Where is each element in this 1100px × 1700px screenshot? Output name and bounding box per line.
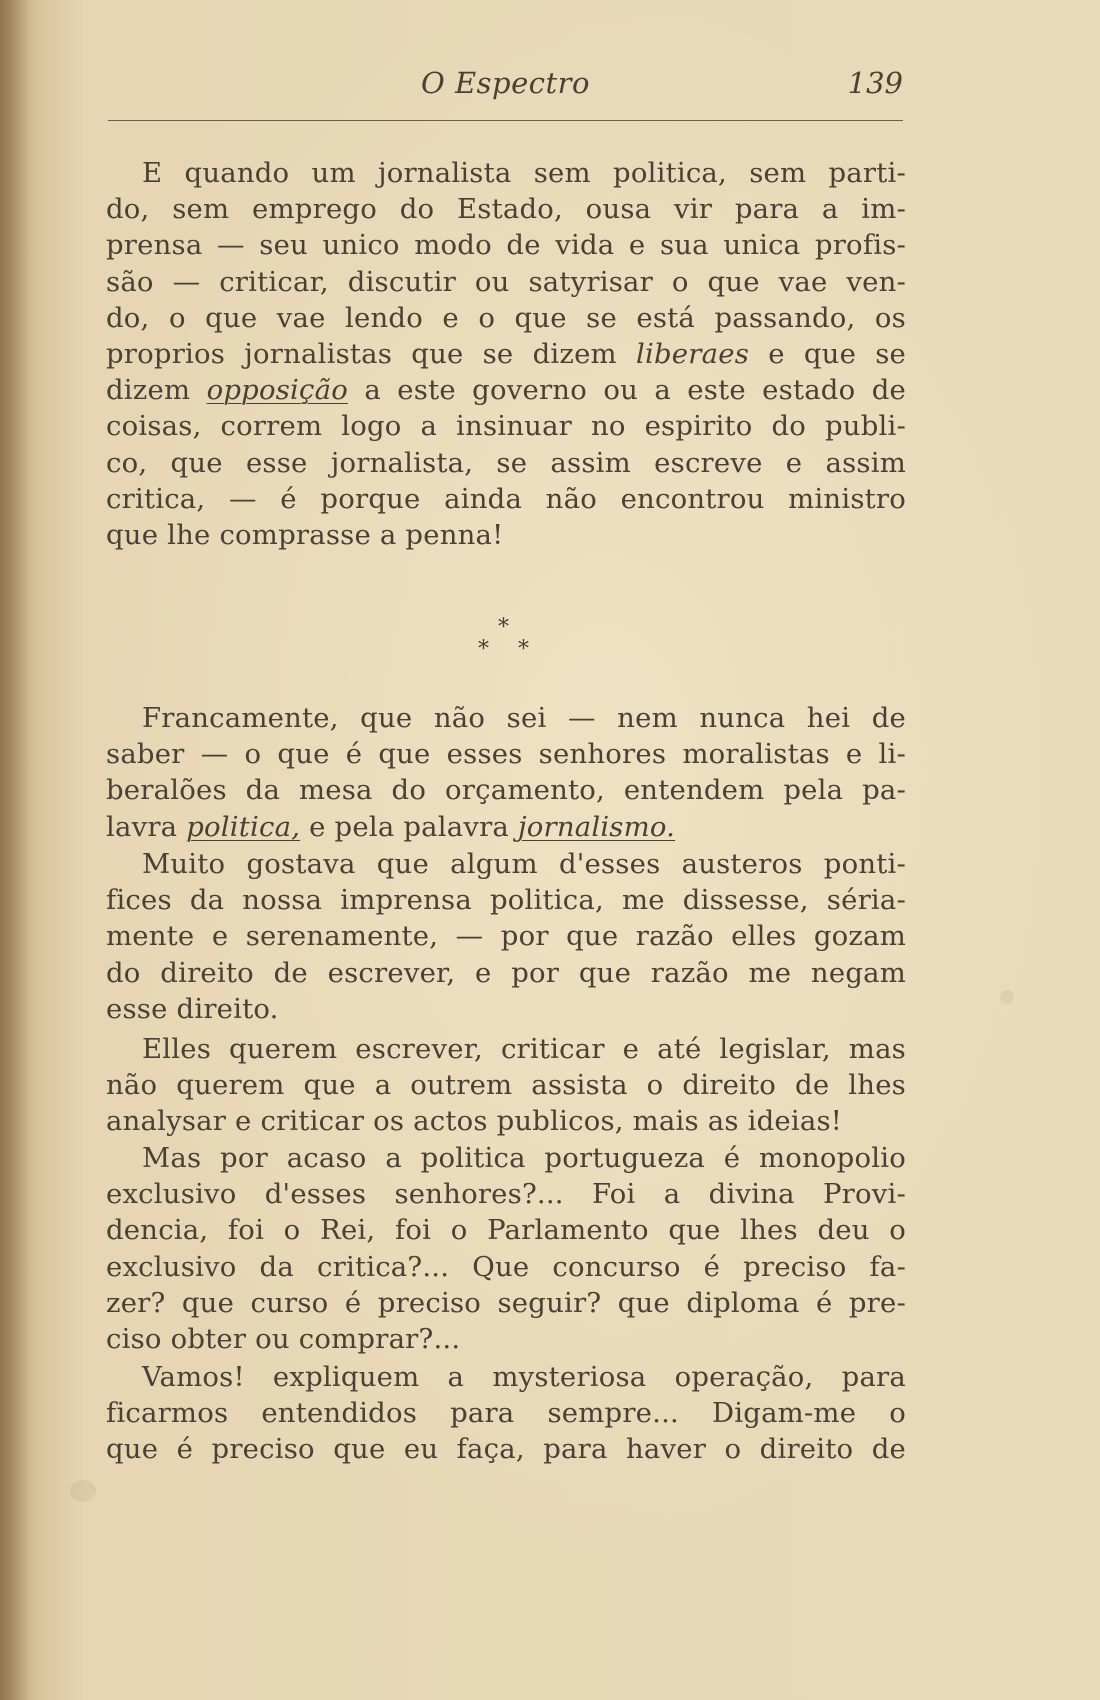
text-segment: e que se bbox=[768, 337, 906, 370]
page-header bbox=[108, 62, 903, 106]
text-line: que é preciso que eu faça, para haver o direito de bbox=[106, 1433, 906, 1466]
text-line: zer? que curso é preciso seguir? que diploma é pre- bbox=[106, 1286, 906, 1319]
text-segment: lavra bbox=[106, 810, 178, 843]
text-line: exclusivo da critica?... Que concurso é preciso fa- bbox=[106, 1250, 906, 1283]
paper-stain bbox=[70, 1480, 96, 1502]
asterisk-glyph: * bbox=[498, 615, 509, 640]
spine-shadow bbox=[0, 0, 30, 1700]
italic-word-opposicao: opposição bbox=[206, 374, 348, 407]
text-line: esse direito. bbox=[106, 992, 279, 1025]
text-line: coisas, correm logo a insinuar no espirito do publi- bbox=[106, 410, 906, 443]
text-line: saber — o que é que esses senhores moralistas e li- bbox=[106, 738, 906, 771]
text-line: E quando um jornalista sem politica, sem parti- bbox=[142, 157, 906, 189]
paragraph-3 bbox=[106, 846, 906, 1027]
text-line: analysar e criticar os actos publicos, mais as ideias! bbox=[106, 1105, 843, 1138]
text-line: Muito gostava que algum d'esses austeros ponti- bbox=[142, 848, 906, 880]
text-line bbox=[106, 336, 906, 372]
text-segment: a este governo ou a este estado de bbox=[364, 374, 906, 407]
text-segment: e pela palavra bbox=[309, 810, 510, 843]
text-line: Mas por acaso a politica portugueza é monopolio bbox=[142, 1142, 906, 1174]
page-number: 139 bbox=[847, 66, 903, 100]
text-line: co, que esse jornalista, se assim escreve e assim bbox=[106, 446, 906, 479]
text-line: do, o que vae lendo e o que se está passando, os bbox=[106, 301, 906, 334]
text-line: ficarmos entendidos para sempre... Digam-me o bbox=[106, 1397, 906, 1430]
italic-word-jornalismo: jornalismo. bbox=[517, 810, 676, 843]
text-line: não querem que a outrem assista o direito de lhes bbox=[106, 1069, 906, 1102]
italic-word-politica: politica, bbox=[186, 810, 301, 843]
text-line: Elles querem escrever, criticar e até legislar, mas bbox=[142, 1033, 906, 1065]
text-line: critica, — é porque ainda não encontrou ministro bbox=[106, 482, 906, 515]
paragraph-6 bbox=[106, 1359, 906, 1468]
header-rule bbox=[108, 120, 903, 121]
paragraph-2 bbox=[106, 700, 906, 845]
text-line: são — criticar, discutir ou satyrisar o que vae ven- bbox=[106, 265, 906, 298]
paragraph-1 bbox=[106, 155, 906, 553]
asterisk-glyph: * bbox=[518, 637, 529, 662]
text-line: prensa — seu unico modo de vida e sua unica profis- bbox=[106, 229, 906, 262]
running-title: O Espectro bbox=[421, 66, 590, 100]
text-line bbox=[106, 809, 906, 845]
text-line: exclusivo d'esses senhores?... Foi a divina Provi- bbox=[106, 1178, 906, 1211]
text-line: Francamente, que não sei — nem nunca hei de bbox=[142, 702, 906, 734]
text-line: ciso obter ou comprar?... bbox=[106, 1322, 461, 1355]
text-line: fices da nossa imprensa politica, me dissesse, séria- bbox=[106, 884, 906, 917]
text-line: Vamos! expliquem a mysteriosa operação, para bbox=[142, 1361, 906, 1393]
text-line: que lhe comprasse a penna! bbox=[106, 518, 504, 551]
paragraph-5 bbox=[106, 1140, 906, 1357]
text-line: mente e serenamente, — por que razão elles gozam bbox=[106, 920, 906, 953]
text-line: dencia, foi o Rei, foi o Parlamento que lhes deu o bbox=[106, 1214, 906, 1247]
text-line: do, sem emprego do Estado, ousa vir para a im- bbox=[106, 193, 906, 226]
text-line: do direito de escrever, e por que razão me negam bbox=[106, 956, 906, 989]
text-line bbox=[106, 372, 906, 408]
text-segment: dizem bbox=[106, 374, 191, 407]
asterism-separator bbox=[450, 615, 550, 665]
asterisk-glyph: * bbox=[478, 637, 489, 662]
text-line: beralões da mesa do orçamento, entendem pela pa- bbox=[106, 774, 906, 807]
text-segment: proprios jornalistas que se dizem bbox=[106, 337, 617, 370]
paragraph-4 bbox=[106, 1031, 906, 1140]
paper-stain bbox=[1000, 990, 1014, 1004]
italic-word-liberaes: liberaes bbox=[636, 337, 750, 370]
